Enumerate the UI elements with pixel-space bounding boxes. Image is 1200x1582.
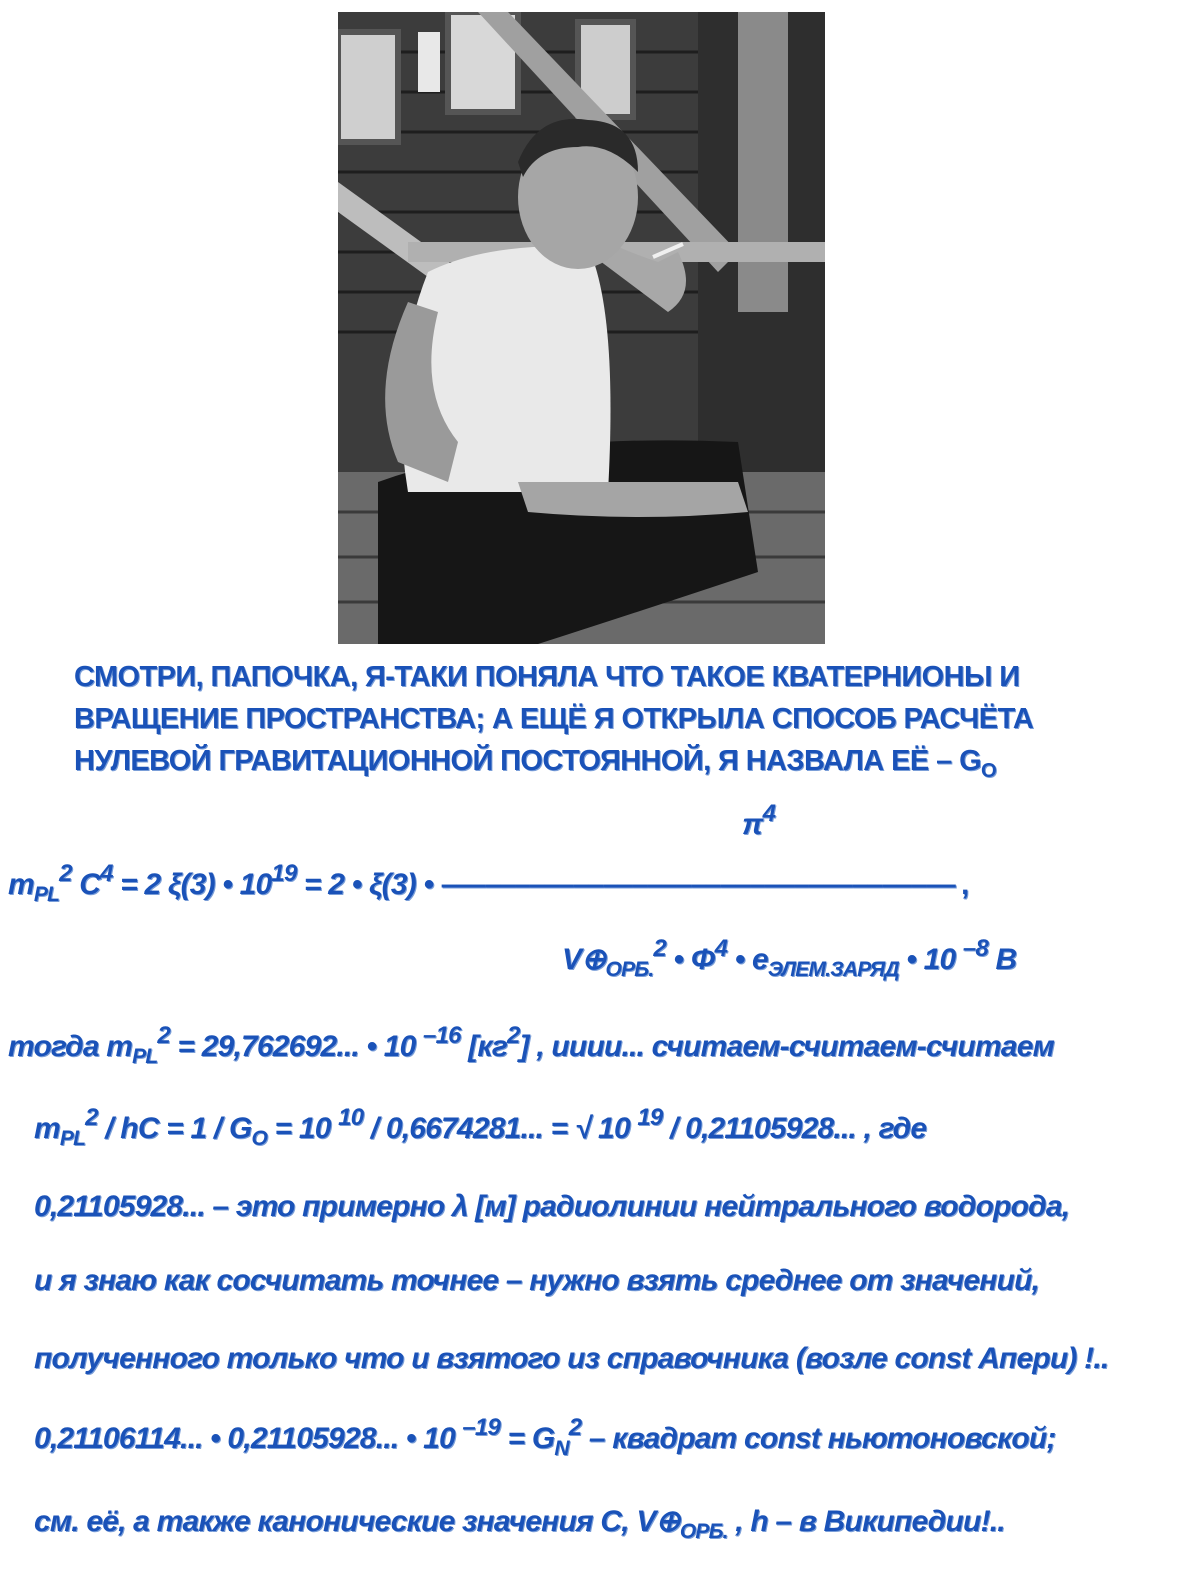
- formula1-denominator: $V\oplus_{ОРБ.}^2$ • $\Phi^4$ • $e_{ЭЛЕМ.ЗАРЯД}$ • 10 $^{-8}$ В: [562, 934, 1017, 982]
- line-wikipedia: см. её, а также канонические значения С, $V\oplus_{ОРБ.}$ , h – в Википедии!..: [34, 1505, 1005, 1544]
- heading-line-3: НУЛЕВОЙ ГРАВИТАЦИОННОЙ ПОСТОЯННОЙ, Я НАЗВАЛА ЕЁ – $G_O$: [74, 745, 997, 783]
- formula1-numerator: $\pi^4$: [742, 799, 776, 841]
- heading-block: [74, 656, 1134, 785]
- line-apery: полученного только что и взятого из справочника (возле const Апери) !..: [34, 1342, 1109, 1375]
- line-then: тогда $m_{PL}^2 = 29,762692$... • 10 $^{-16}$ $[кг^2]$ , ииии... считаем-считаем-считаем: [8, 1021, 1054, 1069]
- line-hydrogen: 0,21105928... – это примерно λ [м] радиолинии нейтрального водорода,: [34, 1190, 1070, 1223]
- heading-line-1: СМОТРИ, ПАПОЧКА, Я-ТАКИ ПОНЯЛА ЧТО ТАКОЕ КВАТЕРНИОНЫ И: [74, 661, 1020, 693]
- formula1-main: $m_{PL}^2$ $C^4 = 2$ ξ(3) • $10^{19} = 2$ • ξ(3) • ––––––––––––––––––––––––––––––––––– ,: [8, 859, 968, 907]
- line-g-formula: $m_{PL}^2$ / hC = $1 / G_O = 10$ $^{10}$ / 0,6674281... = √ 10 $^{19}$ / 0,21105928... , где: [34, 1103, 927, 1151]
- line-average: и я знаю как сосчитать точнее – нужно взять среднее от значений,: [34, 1264, 1040, 1297]
- line-gn: 0,21106114... • 0,21105928... • 10 $^{-19} = G_N^2$ – квадрат const ньютоновской;: [34, 1413, 1056, 1461]
- heading-line-2: ВРАЩЕНИЕ ПРОСТРАНСТВА; А ЕЩЁ Я ОТКРЫЛА СПОСОБ РАСЧЁТА: [74, 703, 1034, 735]
- photo-illustration: [338, 12, 825, 644]
- portrait-photo: [338, 12, 825, 644]
